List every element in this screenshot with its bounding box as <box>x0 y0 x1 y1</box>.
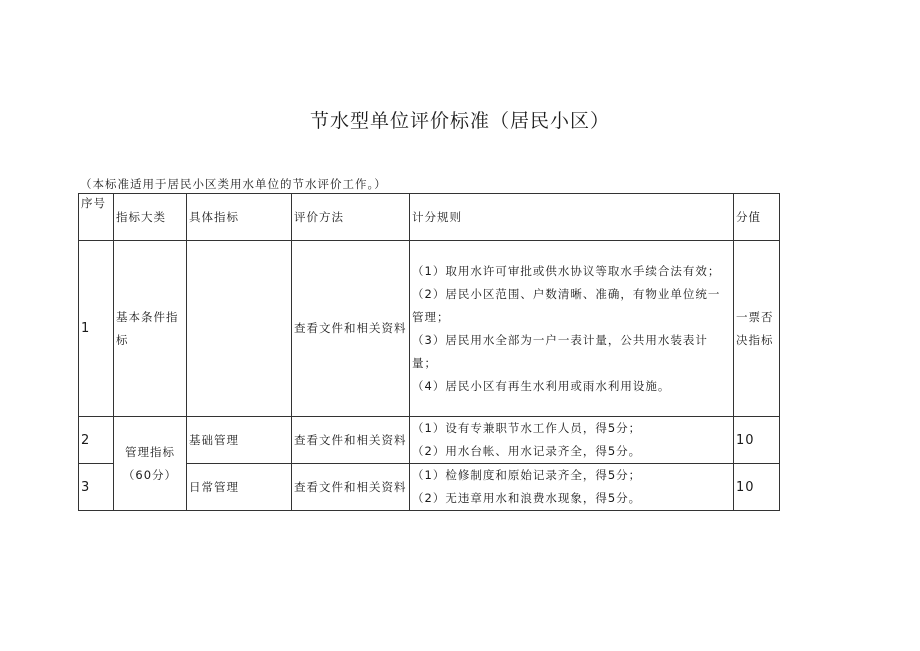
rule-line: （2）用水台帐、用水记录齐全，得5分。 <box>412 444 642 458</box>
row-rules <box>410 464 734 511</box>
rule-line: （2）居民小区范围、户数清晰、准确，有物业单位统一管理； <box>412 286 721 324</box>
header-rule: 计分规则 <box>410 194 734 241</box>
table-header-row <box>79 194 780 241</box>
row-category: 基本条件指标 <box>114 241 187 417</box>
row-no: 1 <box>79 241 114 417</box>
page-title: 节水型单位评价标准（居民小区） <box>309 110 610 132</box>
rule-line: （4）居民小区有再生水利用或雨水利用设施。 <box>412 378 671 393</box>
table-row <box>79 241 780 417</box>
header-category: 指标大类 <box>114 194 187 241</box>
rule-line: （2）无违章用水和浪费水现象，得5分。 <box>412 491 642 505</box>
row-method: 查看文件和相关资料 <box>292 464 410 511</box>
row-method: 查看文件和相关资料 <box>292 417 410 464</box>
row-no: 3 <box>79 464 114 511</box>
row-indicator: 日常管理 <box>187 464 292 511</box>
header-no: 序号 <box>79 194 114 241</box>
row-score: 10 <box>734 417 780 464</box>
scope-note: （本标准适用于居民小区类用水单位的节水评价工作。） <box>80 177 387 191</box>
row-indicator: 基础管理 <box>187 417 292 464</box>
header-indicator: 具体指标 <box>187 194 292 241</box>
header-score: 分值 <box>734 194 780 241</box>
row-rules <box>410 241 734 417</box>
rule-line: （1）检修制度和原始记录齐全，得5分； <box>412 468 642 482</box>
row-score: 10 <box>734 464 780 511</box>
row-method: 查看文件和相关资料 <box>292 241 410 417</box>
row-category: 管理指标（60分） <box>114 417 187 511</box>
evaluation-table <box>78 193 780 511</box>
row-indicator <box>187 241 292 417</box>
table-row <box>79 417 780 464</box>
rule-line: （1）设有专兼职节水工作人员，得5分； <box>412 421 642 435</box>
row-no: 2 <box>79 417 114 464</box>
header-method: 评价方法 <box>292 194 410 241</box>
rule-line: （1）取用水许可审批或供水协议等取水手续合法有效； <box>412 263 721 278</box>
rule-line: （3）居民用水全部为一户一表计量，公共用水装表计量； <box>412 332 708 370</box>
row-score: 一票否决指标 <box>734 241 780 417</box>
row-rules <box>410 417 734 464</box>
